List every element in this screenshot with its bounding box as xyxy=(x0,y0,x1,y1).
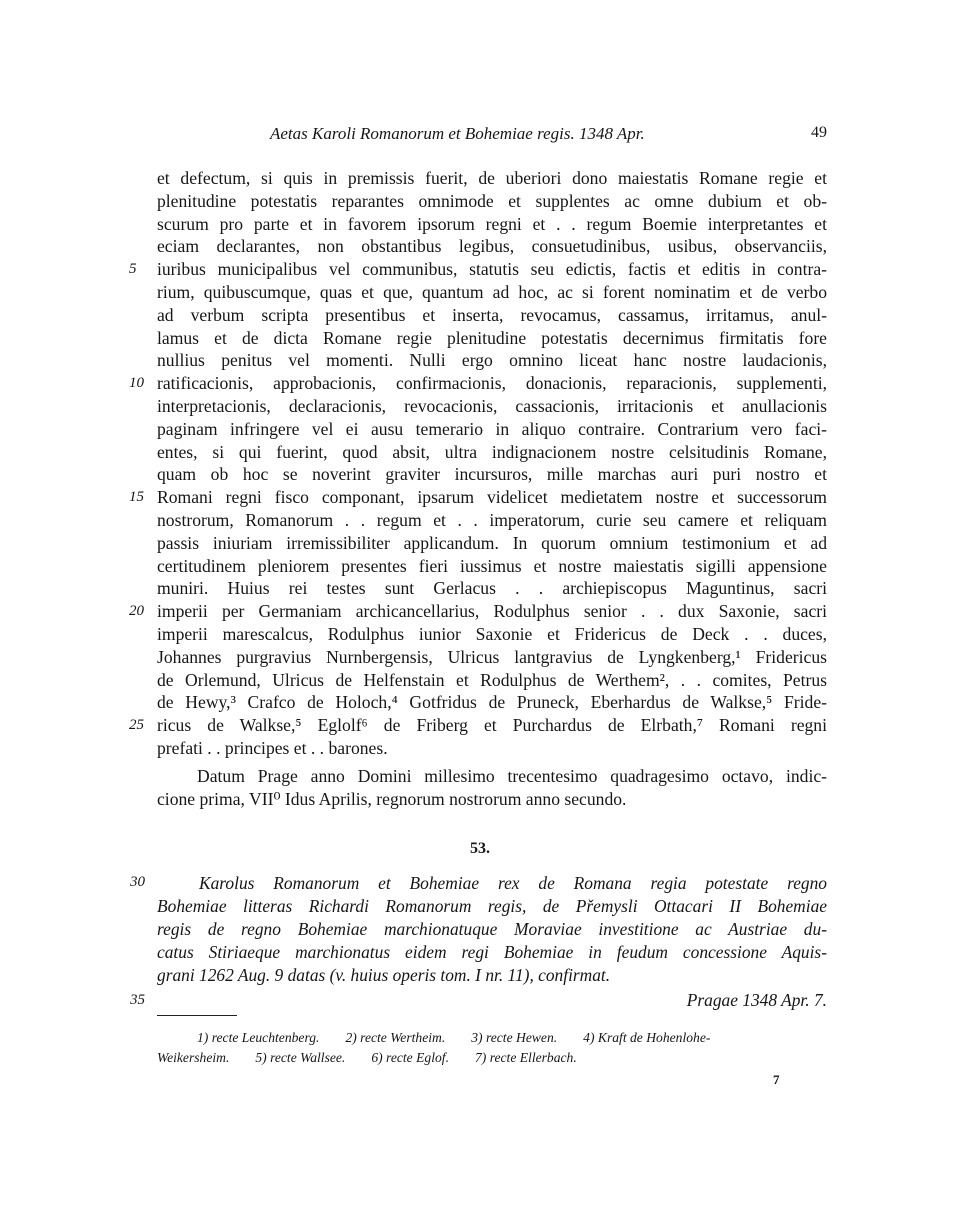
line-text: lamus et de dicta Romane regie plenitudine potestatis decernimus firmitatis fore xyxy=(157,327,827,348)
line-text: de Hewy,³ Crafco de Holoch,⁴ Gotfridus de Pruneck, Eberhardus de Walkse,⁵ Fride- xyxy=(157,692,827,713)
regest-summary xyxy=(157,872,827,987)
line-number: 15 xyxy=(129,489,144,506)
text-line xyxy=(157,349,827,372)
line-text: interpretacionis, declaracionis, revocacionis, cassacionis, irritacionis et anullacionis xyxy=(157,395,827,416)
text-line xyxy=(157,327,827,350)
line-text: nullius penitus vel momenti. Nulli ergo omnino liceat hanc nostre laudacionis, xyxy=(157,350,827,371)
line-text: muniri. Huius rei testes sunt Gerlacus . . archiepiscopus Maguntinus, sacri xyxy=(157,578,827,599)
text-line xyxy=(157,623,827,646)
footnote-line xyxy=(157,1048,827,1068)
footnote: 3) recte Hewen. xyxy=(471,1030,558,1045)
line-text: passis iniuriam irremissibiliter applicandum. In quorum omnium testimonium et ad xyxy=(157,532,827,553)
footnote: 2) recte Wertheim. xyxy=(345,1030,446,1045)
footnote: Weikersheim. xyxy=(157,1050,230,1065)
line-text: paginam infringere vel ei ausu temerario in aliquo contraire. Contrarium vero faci- xyxy=(157,418,827,439)
line-number: 25 xyxy=(129,717,144,734)
line-number: 5 xyxy=(129,261,137,278)
line-text: prefati . . principes et . . barones. xyxy=(157,737,388,758)
text-line xyxy=(157,281,827,304)
summary-line: regis de regno Bohemiae marchionatuque Moraviae investitione ac Austriae du- xyxy=(157,919,827,939)
text-line xyxy=(157,235,827,258)
text-line xyxy=(129,486,827,509)
text-line xyxy=(157,418,827,441)
line-text: plenitudine potestatis reparantes omnimode et supplentes ac omne dubium et ob- xyxy=(157,190,827,211)
text-line xyxy=(157,532,827,555)
line-text: Johannes purgravius Nurnbergensis, Ulricus lantgravius de Lyngkenberg,¹ Fridericus xyxy=(157,646,827,667)
text-line xyxy=(157,509,827,532)
footnote: 4) Kraft de Hohenlohe- xyxy=(583,1030,711,1045)
text-line xyxy=(129,258,827,281)
page-number: 49 xyxy=(811,124,827,141)
text-line xyxy=(157,737,827,760)
text-line xyxy=(129,372,827,395)
footnote: 1) recte Leuchtenberg. xyxy=(197,1030,320,1045)
line-number: 20 xyxy=(129,603,144,620)
footnotes xyxy=(157,1028,827,1068)
datum-line: Datum Prage anno Domini millesimo trecentesimo quadragesimo octavo, indic- xyxy=(197,765,827,786)
footnote: 5) recte Wallsee. xyxy=(255,1050,346,1065)
signature-mark: 7 xyxy=(773,1072,780,1087)
line-text: rium, quibuscumque, quas et que, quantum ad hoc, ac si forent nominatim et de verbo xyxy=(157,281,827,302)
line-number: 35 xyxy=(130,992,145,1008)
datum-line: cione prima, VII⁰ Idus Aprilis, regnorum nostrorum anno secundo. xyxy=(157,788,627,809)
line-text: quam ob hoc se noverint graviter incursuros, mille marchas auri puri nostro et xyxy=(157,464,827,485)
line-text: imperii marescalcus, Rodulphus iunior Saxonie et Fridericus de Deck . . duces, xyxy=(157,623,827,644)
text-line xyxy=(157,304,827,327)
text-line xyxy=(129,714,827,737)
line-number: 30 xyxy=(130,874,145,890)
document-number: 53. xyxy=(470,840,490,857)
text-line xyxy=(157,441,827,464)
line-text: imperii per Germaniam archicancellarius, Rodulphus senior . . dux Saxonie, sacri xyxy=(157,601,827,622)
text-line xyxy=(157,669,827,692)
text-line xyxy=(129,600,827,623)
place-date: Pragae 1348 Apr. 7. xyxy=(686,990,827,1010)
line-text: nostrorum, Romanorum . . regum et . . imperatorum, curie seu camere et reliquam xyxy=(157,509,827,530)
footnote: 6) recte Eglof. xyxy=(371,1050,449,1065)
running-header xyxy=(155,124,827,146)
text-line xyxy=(157,577,827,600)
line-text: Romani regni fisco componant, ipsarum videlicet medietatem nostre et successorum xyxy=(157,487,827,508)
line-number: 10 xyxy=(129,375,144,392)
summary-line: Bohemiae litteras Richardi Romanorum regis, de Přemysli Ottacari II Bohemiae xyxy=(157,896,827,916)
text-line xyxy=(157,463,827,486)
text-line xyxy=(157,646,827,669)
line-text: ricus de Walkse,⁵ Eglolf⁶ de Friberg et Purchardus de Elrbath,⁷ Romani regni xyxy=(157,715,827,736)
footnote: 7) recte Ellerbach. xyxy=(474,1050,577,1065)
text-line xyxy=(157,190,827,213)
line-text: et defectum, si quis in premissis fuerit, de uberiori dono maiestatis Romane regie et xyxy=(157,168,827,188)
footnote-rule xyxy=(157,1015,237,1016)
charter-text xyxy=(129,167,827,810)
line-text: certitudinem pleniorem presentes fieri iussimus et nostre maiestatis sigilli appensione xyxy=(157,555,827,576)
text-line xyxy=(157,555,827,578)
text-line xyxy=(157,691,827,714)
summary-line: catus Stiriaeque marchionatus eidem regi Bohemiae in feudum concessione Aquis- xyxy=(157,942,827,962)
text-line xyxy=(157,213,827,236)
footnote-line xyxy=(157,1028,827,1048)
line-text: de Orlemund, Ulricus de Helfenstain et Rodulphus de Werthem², . . comites, Petrus xyxy=(157,669,827,690)
summary-line: Karolus Romanorum et Bohemiae rex de Romana regia potestate regno xyxy=(199,873,827,893)
line-text: eciam declarantes, non obstantibus legibus, consuetudinibus, usibus, observanciis, xyxy=(157,236,827,257)
running-title: Aetas Karoli Romanorum et Bohemiae regis. 1348 Apr. xyxy=(270,124,645,143)
line-text: iuribus municipalibus vel communibus, statutis seu edictis, factis et editis in contra- xyxy=(157,259,827,280)
text-line xyxy=(157,167,827,190)
summary-line: grani 1262 Aug. 9 datas (v. huius operis tom. I nr. 11), confirmat. xyxy=(157,965,611,985)
line-text: entes, si qui fuerint, quod absit, ultra indignacionem nostre celsitudinis Romane, xyxy=(157,441,827,462)
line-text: scurum pro parte et in favorem ipsorum regni et . . regum Boemie interpretantes et xyxy=(157,213,827,234)
text-line xyxy=(157,395,827,418)
line-text: ad verbum scripta presentibus et inserta, revocamus, cassamus, irritamus, anul- xyxy=(157,304,827,325)
line-text: ratificacionis, approbacionis, confirmacionis, donacionis, reparacionis, supplementi, xyxy=(157,373,827,394)
